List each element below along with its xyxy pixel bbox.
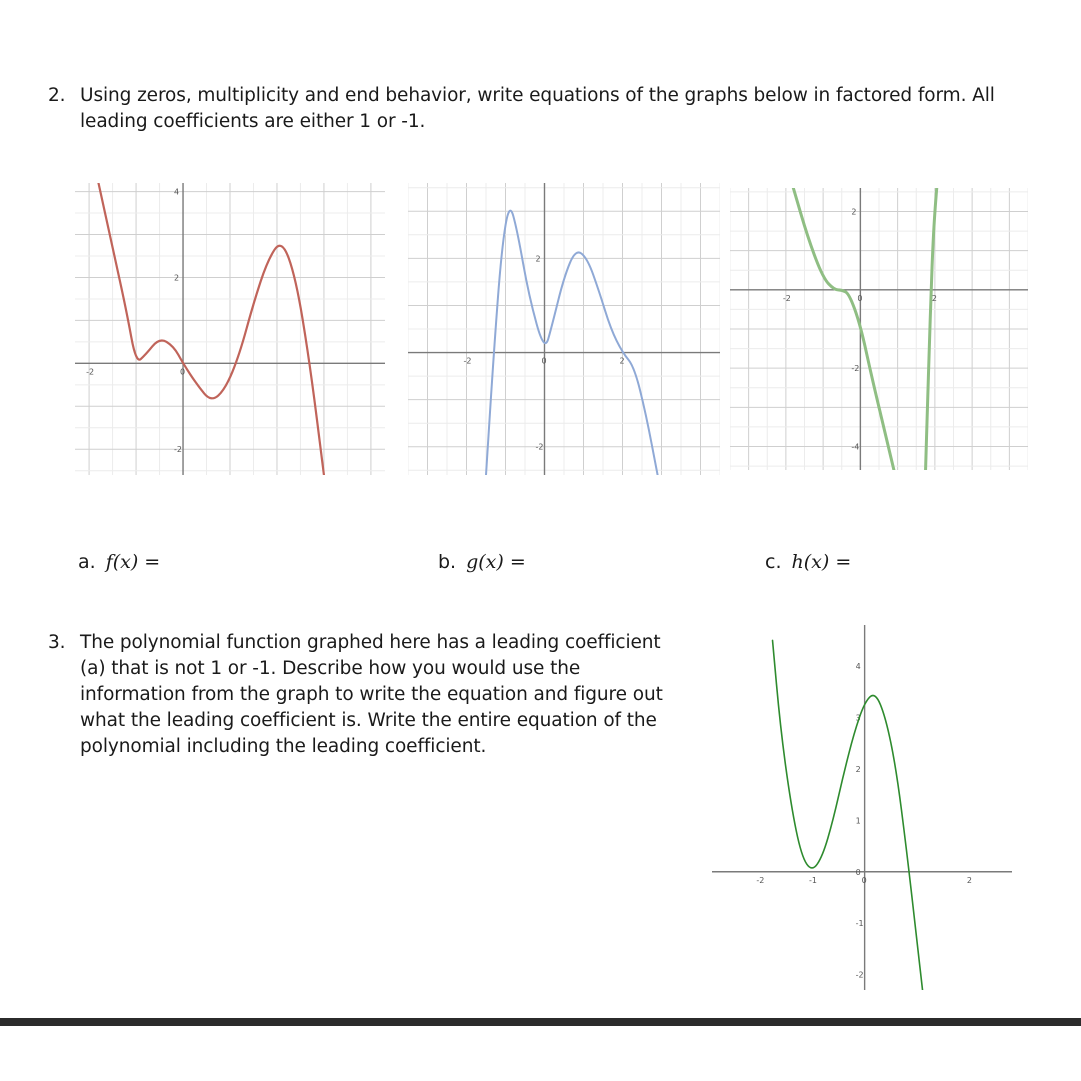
y-tick-label: 1 <box>855 816 861 826</box>
y-tick-label: -2 <box>855 970 864 980</box>
curve-g <box>486 211 658 475</box>
x-tick-label: 0 <box>180 367 186 377</box>
answer-b-expr: g(x) = <box>466 551 526 573</box>
y-tick-label: 4 <box>855 662 861 672</box>
graph-q3 <box>712 625 1012 990</box>
x-tick-label: 2 <box>966 875 972 885</box>
answer-c <box>765 551 851 573</box>
question-3-number: 3. <box>48 632 66 653</box>
y-tick-label: -2 <box>174 445 183 455</box>
x-tick-label: 0 <box>861 875 867 885</box>
x-tick-label: 2 <box>619 356 625 366</box>
curve-f <box>98 183 323 475</box>
answer-a-expr: f(x) = <box>105 551 161 573</box>
y-tick-label: 4 <box>174 187 180 197</box>
y-tick-label: -4 <box>851 442 860 452</box>
answer-c-label: c. <box>765 551 782 573</box>
y-tick-label: 2 <box>855 764 861 774</box>
answer-b <box>438 551 526 573</box>
y-tick-label: -2 <box>535 442 544 452</box>
x-tick-label: -1 <box>809 875 817 885</box>
x-tick-label: 2 <box>931 293 937 303</box>
answer-c-expr: h(x) = <box>791 551 852 573</box>
answer-a-label: a. <box>78 551 96 573</box>
y-tick-label: -2 <box>851 364 860 374</box>
y-tick-label: 0 <box>855 867 861 877</box>
y-tick-label: 3 <box>855 713 861 723</box>
question-2-text: Using zeros, multiplicity and end behavior, write equations of the graphs below in factored form. All leading coefficients are either 1 or -1. <box>80 85 995 132</box>
bottom-rule <box>0 1018 1081 1026</box>
answer-a <box>78 551 160 573</box>
x-tick-label: -2 <box>463 356 472 366</box>
y-tick-label: 2 <box>851 207 857 217</box>
graph-f <box>75 183 385 475</box>
answer-b-label: b. <box>438 551 457 573</box>
x-tick-label: -2 <box>782 293 791 303</box>
graph-h <box>730 188 1028 470</box>
x-tick-label: -2 <box>86 367 95 377</box>
y-tick-label: 2 <box>174 273 180 283</box>
x-tick-label: -2 <box>756 875 765 885</box>
y-tick-label: 2 <box>535 254 541 264</box>
question-3-text: The polynomial function graphed here has a leading coefficient (a) that is not 1 or -1. Describe how you would use the information from the graph to write the equation and figure out what the leading coefficient is. Write the entire equation of the polynomial including the leading coefficient. <box>80 632 663 757</box>
question-2-number: 2. <box>48 85 66 106</box>
y-tick-label: -1 <box>855 919 864 929</box>
curve-q3 <box>773 640 923 990</box>
graph-g <box>408 183 720 475</box>
x-tick-label: 0 <box>857 293 863 303</box>
x-tick-label: 0 <box>541 356 547 366</box>
